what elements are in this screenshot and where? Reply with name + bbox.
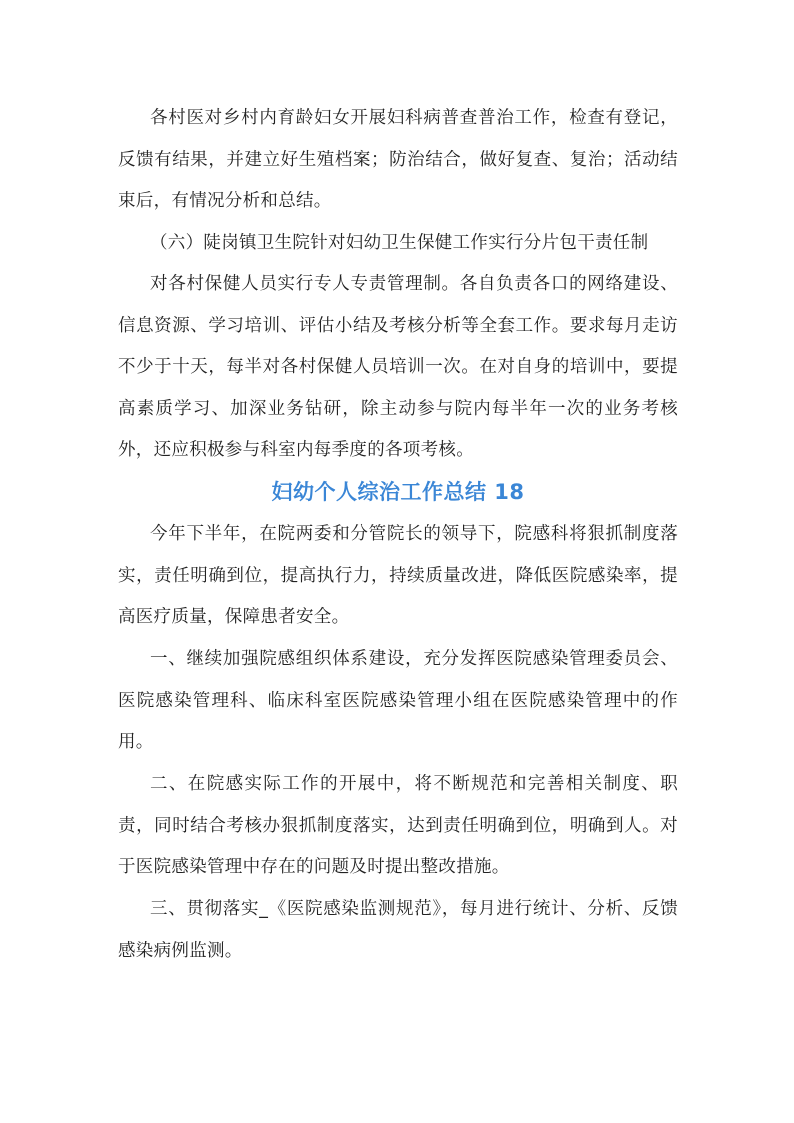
paragraph-item-3: 三、贯彻落实_《医院感染监测规范》，每月进行统计、分析、反馈感染病例监测。: [118, 899, 678, 961]
paragraph-staff-management: 对各村保健人员实行专人专责管理制。各自负责各口的网络建设、信息资源、学习培训、评估小结及考核分析等全套工作。要求每月走访不少于十天，每半对各村保健人员培训一次。在对自身的培训中，要提高素质学习、加深业务钻研，除主动参与院内每半年一次的业务考核外，还应积极参与科室内每季度的各项考核。: [118, 274, 678, 460]
paragraph-intro: 今年下半年，在院两委和分管院长的领导下，院感科将狠抓制度落实，责任明确到位，提高执行力，持续质量改进，降低医院感染率，提高医疗质量，保障患者安全。: [118, 524, 678, 627]
paragraph-responsibility-system: （六）陡岗镇卫生院针对妇幼卫生保健工作实行分片包干责任制: [150, 233, 649, 253]
paragraph-item-2: 二、在院感实际工作的开展中，将不断规范和完善相关制度、职责，同时结合考核办狠抓制度落实，达到责任明确到位，明确到人。对于医院感染管理中存在的问题及时提出整改措施。: [118, 774, 678, 877]
section-title: 妇幼个人综治工作总结 18: [271, 480, 525, 504]
paragraph-item-1: 一、继续加强院感组织体系建设，充分发挥医院感染管理委员会、医院感染管理科、临床科室医院感染管理小组在医院感染管理中的作用。: [118, 649, 678, 752]
paragraph-gynecology-screening: 各村医对乡村内育龄妇女开展妇科病普查普治工作，检查有登记，反馈有结果，并建立好生殖档案；防治结合，做好复查、复治；活动结束后，有情况分析和总结。: [118, 108, 678, 211]
